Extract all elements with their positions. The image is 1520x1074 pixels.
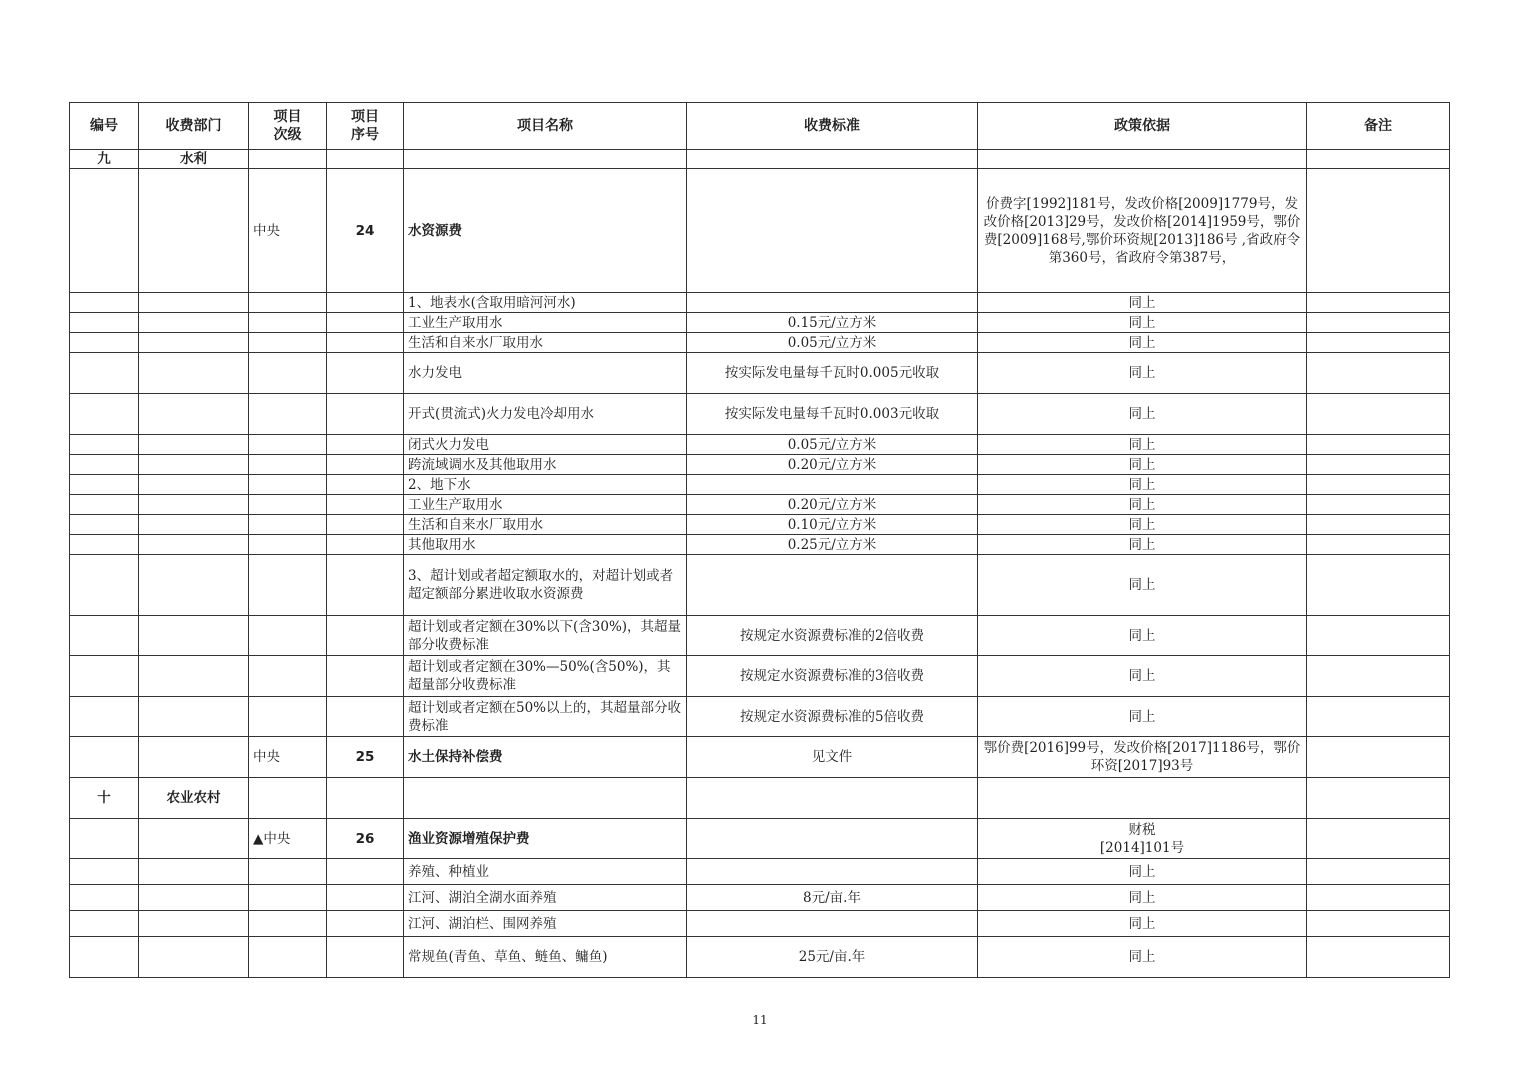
cell-seq (327, 475, 404, 495)
cell-name: 水资源费 (404, 169, 687, 293)
cell-dept (139, 475, 249, 495)
cell-remark (1307, 293, 1450, 313)
cell-remark (1307, 555, 1450, 616)
cell-name: 工业生产取用水 (404, 495, 687, 515)
cell-level (249, 475, 327, 495)
cell-level (249, 394, 327, 435)
table-row (70, 455, 1450, 475)
table-row (70, 859, 1450, 885)
cell-name: 跨流域调水及其他取用水 (404, 455, 687, 475)
table-row (70, 911, 1450, 937)
cell-no (70, 859, 139, 885)
cell-dept (139, 495, 249, 515)
cell-name: 2、地下水 (404, 475, 687, 495)
cell-seq (327, 535, 404, 555)
cell-name (404, 778, 687, 819)
cell-level (249, 616, 327, 656)
cell-remark (1307, 819, 1450, 859)
cell-dept (139, 819, 249, 859)
cell-policy: 同上 (978, 911, 1307, 937)
cell-seq (327, 150, 404, 169)
cell-policy: 同上 (978, 937, 1307, 978)
cell-dept (139, 737, 249, 778)
cell-no (70, 656, 139, 697)
cell-policy: 同上 (978, 435, 1307, 455)
cell-no (70, 169, 139, 293)
cell-remark (1307, 394, 1450, 435)
cell-seq (327, 778, 404, 819)
cell-standard (687, 555, 978, 616)
cell-standard: 0.15元/立方米 (687, 313, 978, 333)
cell-seq (327, 616, 404, 656)
cell-policy: 同上 (978, 353, 1307, 394)
cell-name: 水土保持补偿费 (404, 737, 687, 778)
cell-level (249, 495, 327, 515)
cell-policy: 同上 (978, 394, 1307, 435)
cell-level (249, 515, 327, 535)
cell-seq (327, 515, 404, 535)
cell-seq (327, 656, 404, 697)
cell-standard (687, 150, 978, 169)
table-row (70, 495, 1450, 515)
cell-no (70, 333, 139, 353)
cell-dept (139, 435, 249, 455)
cell-seq (327, 885, 404, 911)
cell-remark (1307, 313, 1450, 333)
cell-dept (139, 697, 249, 737)
cell-dept (139, 515, 249, 535)
table-header (70, 103, 1450, 150)
cell-standard: 0.25元/立方米 (687, 535, 978, 555)
cell-name: 闭式火力发电 (404, 435, 687, 455)
cell-name: 渔业资源增殖保护费 (404, 819, 687, 859)
cell-no (70, 394, 139, 435)
table-row (70, 555, 1450, 616)
cell-dept (139, 885, 249, 911)
cell-dept (139, 455, 249, 475)
cell-policy: 同上 (978, 555, 1307, 616)
cell-no (70, 819, 139, 859)
cell-level (249, 150, 327, 169)
cell-remark (1307, 937, 1450, 978)
cell-remark (1307, 697, 1450, 737)
cell-level (249, 778, 327, 819)
cell-standard: 按规定水资源费标准的2倍收费 (687, 616, 978, 656)
cell-dept (139, 535, 249, 555)
cell-seq (327, 333, 404, 353)
cell-level (249, 455, 327, 475)
cell-level (249, 435, 327, 455)
cell-remark (1307, 656, 1450, 697)
table-row (70, 535, 1450, 555)
cell-dept (139, 169, 249, 293)
cell-policy: 价费字[1992]181号，发改价格[2009]1779号，发改价格[2013]29号，发改价格[2014]1959号，鄂价费[2009]168号,鄂价环资规[2013]186号 ,省政府令第360号，省政府令第387号， (978, 169, 1307, 293)
cell-name: 常规鱼(青鱼、草鱼、鲢鱼、鳙鱼) (404, 937, 687, 978)
cell-seq (327, 313, 404, 333)
cell-seq: 25 (327, 737, 404, 778)
cell-no (70, 885, 139, 911)
cell-name: 开式(贯流式)火力发电冷却用水 (404, 394, 687, 435)
cell-policy: 同上 (978, 475, 1307, 495)
cell-level (249, 535, 327, 555)
cell-standard (687, 475, 978, 495)
cell-policy: 同上 (978, 313, 1307, 333)
cell-name: 水力发电 (404, 353, 687, 394)
cell-level (249, 885, 327, 911)
cell-policy (978, 778, 1307, 819)
cell-no: 九 (70, 150, 139, 169)
cell-level (249, 859, 327, 885)
cell-dept (139, 333, 249, 353)
header-remark: 备注 (1307, 103, 1450, 150)
cell-dept (139, 911, 249, 937)
cell-level (249, 333, 327, 353)
cell-no (70, 911, 139, 937)
cell-name: 超计划或者定额在50%以上的，其超量部分收费标准 (404, 697, 687, 737)
cell-policy: 同上 (978, 656, 1307, 697)
cell-no (70, 515, 139, 535)
item-row (70, 169, 1450, 293)
cell-dept (139, 394, 249, 435)
cell-name: 生活和自来水厂取用水 (404, 333, 687, 353)
header-policy: 政策依据 (978, 103, 1307, 150)
cell-name: 超计划或者定额在30%—50%(含50%)，其超量部分收费标准 (404, 656, 687, 697)
cell-standard: 0.10元/立方米 (687, 515, 978, 535)
cell-standard: 0.05元/立方米 (687, 333, 978, 353)
cell-no (70, 937, 139, 978)
cell-seq (327, 455, 404, 475)
cell-level: ▲中央 (249, 819, 327, 859)
cell-level (249, 937, 327, 978)
table-row (70, 353, 1450, 394)
item-row (70, 819, 1450, 859)
header-name: 项目名称 (404, 103, 687, 150)
cell-policy: 同上 (978, 697, 1307, 737)
cell-standard: 按规定水资源费标准的3倍收费 (687, 656, 978, 697)
cell-remark (1307, 616, 1450, 656)
cell-remark (1307, 455, 1450, 475)
item-row (70, 737, 1450, 778)
cell-dept (139, 859, 249, 885)
cell-seq (327, 937, 404, 978)
cell-remark (1307, 737, 1450, 778)
table-row (70, 616, 1450, 656)
fee-table (69, 102, 1450, 978)
cell-remark (1307, 885, 1450, 911)
cell-dept (139, 313, 249, 333)
cell-dept (139, 937, 249, 978)
cell-name: 3、超计划或者超定额取水的，对超计划或者超定额部分累进收取水资源费 (404, 555, 687, 616)
cell-standard (687, 859, 978, 885)
cell-policy: 同上 (978, 535, 1307, 555)
cell-level (249, 313, 327, 333)
cell-remark (1307, 495, 1450, 515)
cell-name: 生活和自来水厂取用水 (404, 515, 687, 535)
table-row (70, 515, 1450, 535)
cell-seq: 26 (327, 819, 404, 859)
cell-dept: 水利 (139, 150, 249, 169)
cell-level: 中央 (249, 169, 327, 293)
cell-standard (687, 293, 978, 313)
section-row (70, 778, 1450, 819)
cell-remark (1307, 435, 1450, 455)
cell-policy: 同上 (978, 333, 1307, 353)
cell-no (70, 555, 139, 616)
header-standard: 收费标准 (687, 103, 978, 150)
cell-level (249, 293, 327, 313)
cell-dept (139, 616, 249, 656)
cell-seq (327, 394, 404, 435)
table-row (70, 333, 1450, 353)
table-row (70, 394, 1450, 435)
cell-remark (1307, 778, 1450, 819)
cell-seq (327, 353, 404, 394)
cell-level (249, 656, 327, 697)
cell-standard: 见文件 (687, 737, 978, 778)
cell-dept (139, 555, 249, 616)
table-row (70, 656, 1450, 697)
cell-no (70, 697, 139, 737)
cell-remark (1307, 169, 1450, 293)
cell-name (404, 150, 687, 169)
header-level: 项目 次级 (249, 103, 327, 150)
cell-seq (327, 495, 404, 515)
cell-level (249, 555, 327, 616)
cell-no (70, 495, 139, 515)
cell-remark (1307, 150, 1450, 169)
cell-dept: 农业农村 (139, 778, 249, 819)
cell-policy: 同上 (978, 455, 1307, 475)
cell-name: 工业生产取用水 (404, 313, 687, 333)
cell-dept (139, 353, 249, 394)
cell-standard: 0.20元/立方米 (687, 495, 978, 515)
cell-no (70, 435, 139, 455)
table-row (70, 475, 1450, 495)
section-row (70, 150, 1450, 169)
table-row (70, 313, 1450, 333)
cell-policy: 同上 (978, 293, 1307, 313)
cell-seq (327, 697, 404, 737)
header-seq: 项目 序号 (327, 103, 404, 150)
cell-standard: 按规定水资源费标准的5倍收费 (687, 697, 978, 737)
cell-name: 其他取用水 (404, 535, 687, 555)
cell-standard (687, 819, 978, 859)
cell-remark (1307, 475, 1450, 495)
cell-policy: 同上 (978, 616, 1307, 656)
cell-policy (978, 150, 1307, 169)
cell-level (249, 697, 327, 737)
page-number: 11 (752, 1013, 768, 1027)
cell-remark (1307, 353, 1450, 394)
cell-seq (327, 293, 404, 313)
table-row (70, 697, 1450, 737)
cell-seq (327, 859, 404, 885)
cell-policy: 财税 [2014]101号 (978, 819, 1307, 859)
cell-name: 江河、湖泊全湖水面养殖 (404, 885, 687, 911)
cell-name: 超计划或者定额在30%以下(含30%)，其超量部分收费标准 (404, 616, 687, 656)
cell-no (70, 293, 139, 313)
cell-remark (1307, 515, 1450, 535)
cell-no (70, 313, 139, 333)
cell-standard (687, 778, 978, 819)
cell-remark (1307, 911, 1450, 937)
cell-no (70, 535, 139, 555)
cell-name: 江河、湖泊栏、围网养殖 (404, 911, 687, 937)
cell-standard: 按实际发电量每千瓦时0.005元收取 (687, 353, 978, 394)
cell-no: 十 (70, 778, 139, 819)
header-no: 编号 (70, 103, 139, 150)
cell-level (249, 353, 327, 394)
cell-seq (327, 555, 404, 616)
cell-remark (1307, 535, 1450, 555)
cell-standard (687, 169, 978, 293)
cell-remark (1307, 333, 1450, 353)
cell-level (249, 911, 327, 937)
header-dept: 收费部门 (139, 103, 249, 150)
cell-no (70, 353, 139, 394)
cell-standard: 按实际发电量每千瓦时0.003元收取 (687, 394, 978, 435)
cell-standard: 25元/亩.年 (687, 937, 978, 978)
cell-policy: 同上 (978, 859, 1307, 885)
cell-seq (327, 435, 404, 455)
cell-no (70, 475, 139, 495)
table-row (70, 885, 1450, 911)
table-row (70, 293, 1450, 313)
cell-dept (139, 656, 249, 697)
cell-no (70, 737, 139, 778)
cell-no (70, 616, 139, 656)
cell-seq (327, 911, 404, 937)
cell-dept (139, 293, 249, 313)
table-body (70, 150, 1450, 978)
cell-standard (687, 911, 978, 937)
cell-standard: 0.20元/立方米 (687, 455, 978, 475)
cell-remark (1307, 859, 1450, 885)
cell-no (70, 455, 139, 475)
cell-level: 中央 (249, 737, 327, 778)
cell-name: 1、地表水(含取用暗河河水) (404, 293, 687, 313)
table-row (70, 435, 1450, 455)
cell-policy: 同上 (978, 515, 1307, 535)
cell-standard: 0.05元/立方米 (687, 435, 978, 455)
cell-name: 养殖、种植业 (404, 859, 687, 885)
cell-policy: 同上 (978, 495, 1307, 515)
cell-policy: 同上 (978, 885, 1307, 911)
cell-policy: 鄂价费[2016]99号，发改价格[2017]1186号，鄂价环资[2017]93号 (978, 737, 1307, 778)
cell-seq: 24 (327, 169, 404, 293)
table-row (70, 937, 1450, 978)
cell-standard: 8元/亩.年 (687, 885, 978, 911)
